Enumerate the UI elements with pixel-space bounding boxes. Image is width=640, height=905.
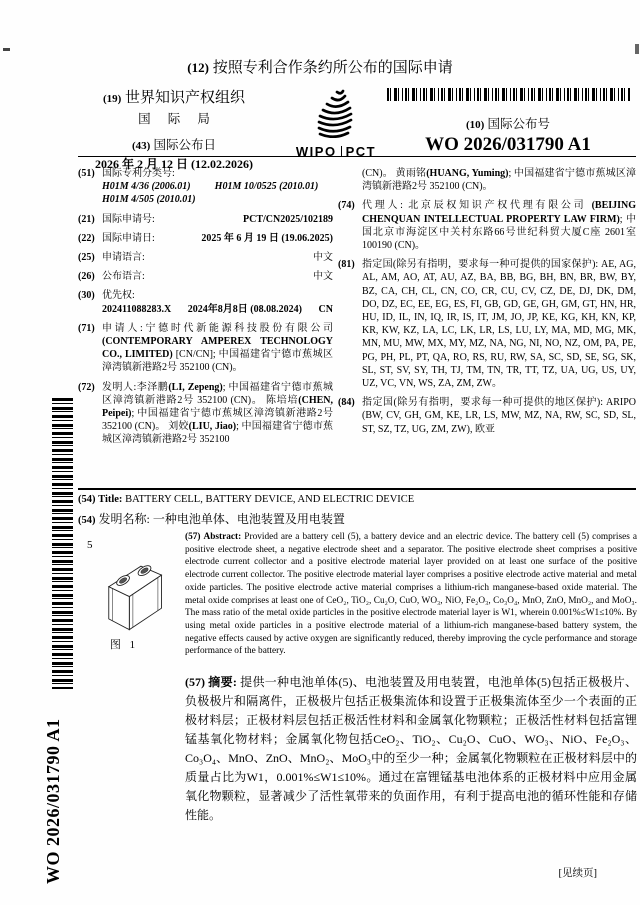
biblio-right-column <box>338 167 636 453</box>
field-54-num: (54) <box>78 515 96 526</box>
pub-date-value: 2026 年 2 月 12 日 (12.02.2026) <box>95 157 253 171</box>
figure-caption: 图 1 <box>109 639 139 651</box>
header <box>60 86 632 172</box>
abstract-section <box>78 531 637 658</box>
field-12-num: (12) <box>187 60 209 75</box>
field-ipc <box>78 167 333 207</box>
label: 代理人: <box>362 200 403 212</box>
priority-country: CN <box>318 303 333 315</box>
publication-number: WO 2026/031790 A1 <box>425 134 591 155</box>
abstract-label-cn: 摘要: <box>208 675 237 689</box>
priority-label: 优先权: <box>102 290 135 302</box>
logo-pct-text: PCT <box>345 144 377 159</box>
inventor-name-cn: 陈培培 <box>265 394 299 406</box>
field-applicant <box>78 322 333 375</box>
inventor-address: ; 中国福建省宁德市蕉城区漳湾镇新港路2号 352100 (CN)。 <box>102 381 334 406</box>
field-54-num: (54) <box>78 494 96 505</box>
abstract-text-cn: 提供一种电池单体(5)、电池装置及用电装置，电池单体(5)包括正极极片、负极极片和隔离件，正极极片包括正极集流体和设置于正极集流体至少一个表面的正极材料层；正极材料层包括正极活性材料和金属氧化物颗粒；正极活性材料包括富锂锰基氧化物材料；金属氧化物包括CeO₂、TiO₂、Cu₂O、CuO、WO₃、NiO、Fe₂O₃、Co₃O₄、MnO、ZnO、MnO₂、MoO₃中的至少一种；金属氧化物颗粒在正极材料层中的质量占比为W1，0.001%≤W1≤10%。通过在富锂锰基电池体系的正极材料中应用金属氧化物颗粒，显著减少了活性氧带来的负面作用，有利于提高电池的循环性能和存储性能。 <box>185 675 638 822</box>
figure-column <box>78 531 185 658</box>
inventor-name-en: (LIU, Jiao) <box>188 421 237 433</box>
inventor-name-en: (LI, Zepeng) <box>168 381 223 393</box>
inventor-name-en: (HUANG, Yuming) <box>426 168 509 179</box>
figure-ref-label: 5 <box>87 539 93 551</box>
title-label-en: Title: <box>98 494 123 505</box>
title-en <box>78 494 636 505</box>
label: 申请人: <box>102 322 143 334</box>
label: 国际申请号: <box>102 213 155 225</box>
biblio-left-column <box>78 167 333 453</box>
ipc-label: 国际专利分类号: <box>102 168 175 179</box>
header-pubnum-block <box>384 86 632 172</box>
title-value-en: BATTERY CELL, BATTERY DEVICE, AND ELECTRIC DEVICE <box>125 494 415 505</box>
continued-note: [见续页] <box>558 868 597 879</box>
field-num: (25) <box>78 252 95 264</box>
wipo-globe-icon <box>316 88 356 138</box>
side-barcode <box>52 398 73 689</box>
inventor-address: (CN)。 <box>362 168 393 179</box>
field-designated-states-regional <box>338 396 636 436</box>
scan-artifact <box>635 44 639 54</box>
priority-date: 2024年8月8日 (08.08.2024) <box>187 303 302 315</box>
wipo-logo <box>288 86 384 172</box>
field-agent <box>338 199 636 252</box>
field-publication-language <box>78 270 333 283</box>
field-57-num: (57) <box>185 532 201 542</box>
abstract-en <box>185 531 637 658</box>
battery-figure <box>86 551 178 635</box>
header-org-block <box>60 86 288 172</box>
inventor-address: ; 中国福建省宁德市蕉城区漳湾镇新港路2号 352100 (CN)。 <box>102 408 333 433</box>
title-value-cn: 一种电池单体、电池装置及用电装置 <box>152 512 345 526</box>
field-designated-states-national <box>338 258 636 390</box>
inventor-name-en: (CHEN, Peipei) <box>102 394 334 420</box>
filing-date: 2025 年 6 月 19 日 (19.06.2025) <box>201 232 333 244</box>
field-num: (71) <box>78 322 95 334</box>
field-application-number <box>78 213 333 226</box>
applicant-name-en: (CONTEMPORARY AMPEREX TECHNOLOGY CO., LIMITED) <box>102 336 333 361</box>
filing-language: 中文 <box>313 252 333 264</box>
designated-states-text: 指定国(除另有指明，要求每一种可提供的国家保护): AE, AG, AL, AM, AO, AT, AU, AZ, BA, BB, BG, BH, BN, BR, BW, BY, BZ, CA, CH, CL, CN, CO, CR, CU, CV, CZ, DE, DJ, DK, DM, DO, DZ, EC, EE, EG, ES, FI, GB, GD, GE, GH, GM, GT, HN, HR, HU, ID, IL, IN, IQ, IR, IS, IT, JM, JO, JP, KE, KG, KH, KN, KP, KR, KW, KZ, LA, LC, LK, LR, LS, LU, LY, MA, MD, MG, MK, MN, MU, MW, MX, MY, MZ, NA, NG, NI, NO, NZ, OM, PA, PE, PG, PH, PL, PT, QA, RO, RS, RU, RW, SA, SC, SD, SE, SG, SK, SL, ST, SV, SY, TH, TJ, TM, TN, TR, TT, TZ, UA, UG, US, UY, UZ, VC, VN, WS, ZA, ZM, ZW。 <box>362 259 636 390</box>
applicant-address: [CN/CN]; 中国福建省宁德市蕉城区漳湾镇新港路2号 352100 (CN)。 <box>102 349 334 374</box>
field-priority <box>78 289 333 315</box>
field-num: (81) <box>338 259 355 271</box>
designated-regions-text: 指定国(除另有指明，要求每一种可提供的地区保护): ARIPO (BW, CV, GH, GM, KE, LR, LS, MW, MZ, NA, RW, SC, SD, SL, ST, SZ, TZ, UG, ZM, ZW), 欧亚 <box>362 397 636 435</box>
field-inventors <box>78 381 333 447</box>
agent-name-en: (BEIJING CHENQUAN INTELLECTUAL PROPERTY LAW FIRM) <box>362 200 637 225</box>
title-label-cn: 发明名称: <box>98 512 150 526</box>
field-num: (51) <box>78 168 95 179</box>
publication-language: 中文 <box>313 271 333 283</box>
ipc-code: H01M 4/36 (2006.01) <box>102 181 191 193</box>
doc-type-line <box>0 56 640 77</box>
doc-type-text: 按照专利合作条约所公布的国际申请 <box>212 60 453 76</box>
priority-serial: 202411088283.X <box>102 303 172 315</box>
pub-date-label: 国际公布日 <box>153 138 216 152</box>
field-num: (30) <box>78 290 95 302</box>
applicant-name-cn: 宁德时代新能源科技股份有限公司 <box>142 322 334 334</box>
pub-num-label: 国际公布号 <box>487 117 550 131</box>
field-filing-language <box>78 251 333 264</box>
field-num: (84) <box>338 397 355 409</box>
inventor-name-cn: 刘姣 <box>168 421 189 433</box>
inventor-name-cn: 黄雨铭 <box>395 168 427 179</box>
inventor-address: ; 中国福建省宁德市蕉城区漳湾镇新港路2号 352100 <box>102 421 333 446</box>
field-num: (21) <box>78 213 95 225</box>
label: 国际申请日: <box>102 232 155 244</box>
field-num: (26) <box>78 271 95 283</box>
agent-name-cn: 北京辰权知识产权代理有限公司 <box>408 200 587 212</box>
abstract-label-en: Abstract: <box>203 532 242 542</box>
field-10-num: (10) <box>466 119 485 131</box>
field-19-num: (19) <box>102 93 122 105</box>
field-num: (72) <box>78 381 95 393</box>
inventor-name-cn: 李泽鹏 <box>136 381 169 393</box>
field-num: (74) <box>338 200 355 212</box>
org-name: 世界知识产权组织 <box>125 90 246 106</box>
org-bureau: 国 际 局 <box>138 112 217 126</box>
field-57-num: (57) <box>185 675 205 689</box>
scan-artifact <box>3 48 10 51</box>
bibliographic-data <box>78 167 636 453</box>
title-section <box>78 494 636 527</box>
side-publication-number: WO 2026/031790 A1 <box>43 718 63 884</box>
header-divider <box>78 156 636 157</box>
agent-address: ; 中国北京市海淀区中关村东路66号世纪科贸大厦C座 2601室 100190 (CN)。 <box>362 213 636 252</box>
label: 公布语言: <box>102 271 145 283</box>
barcode <box>387 88 630 101</box>
title-cn <box>78 510 636 527</box>
label: 发明人: <box>102 381 137 393</box>
abstract-text-en: Provided are a battery cell (5), a battery device and an electric device. The battery cell (5) comprises a positive electrode sheet, a negative electrode sheet and a separator. The positive electrode sheet comprises a positive electrode current collector and a positive electrode material layer provided on at least one surface of the positive electrode current collector. The positive electrode material layer comprises a positive electrode active material and metal oxide particles. The positive electrode active material comprises a lithium-rich manganese-based oxide material. The metal oxide comprises at least one of CeO₂, TiO₂, Cu₂O, CuO, WO₃, NiO, Fe₂O₃, Co₃O₄, MnO, ZnO, MnO₂, and MoO₃. The mass ratio of the metal oxide particles in the positive electrode material layer is W1, wherein 0.001%≤W1≤10%. By using metal oxide particles in a positive electrode material of a lithium-rich manganese-based battery system, the negative effects caused by active oxygen are significantly reduced, thereby improving the cycle performance and storage performance of the battery. <box>185 532 637 657</box>
title-divider <box>78 488 636 490</box>
label: 申请语言: <box>102 252 145 264</box>
abstract-cn <box>185 673 637 825</box>
field-43-num: (43) <box>132 140 151 152</box>
field-filing-date <box>78 232 333 245</box>
logo-wipo-text: WIPO <box>295 144 337 159</box>
ipc-code: H01M 10/0525 (2010.01) <box>214 181 319 193</box>
inventor-address: ; 中国福建省宁德市蕉城区漳湾镇新港路2号 352100 (CN)。 <box>362 168 637 193</box>
field-inventors-continued <box>338 167 636 193</box>
application-number: PCT/CN2025/102189 <box>243 213 333 225</box>
ipc-code: H01M 4/505 (2010.01) <box>102 194 196 206</box>
field-num: (22) <box>78 232 95 244</box>
